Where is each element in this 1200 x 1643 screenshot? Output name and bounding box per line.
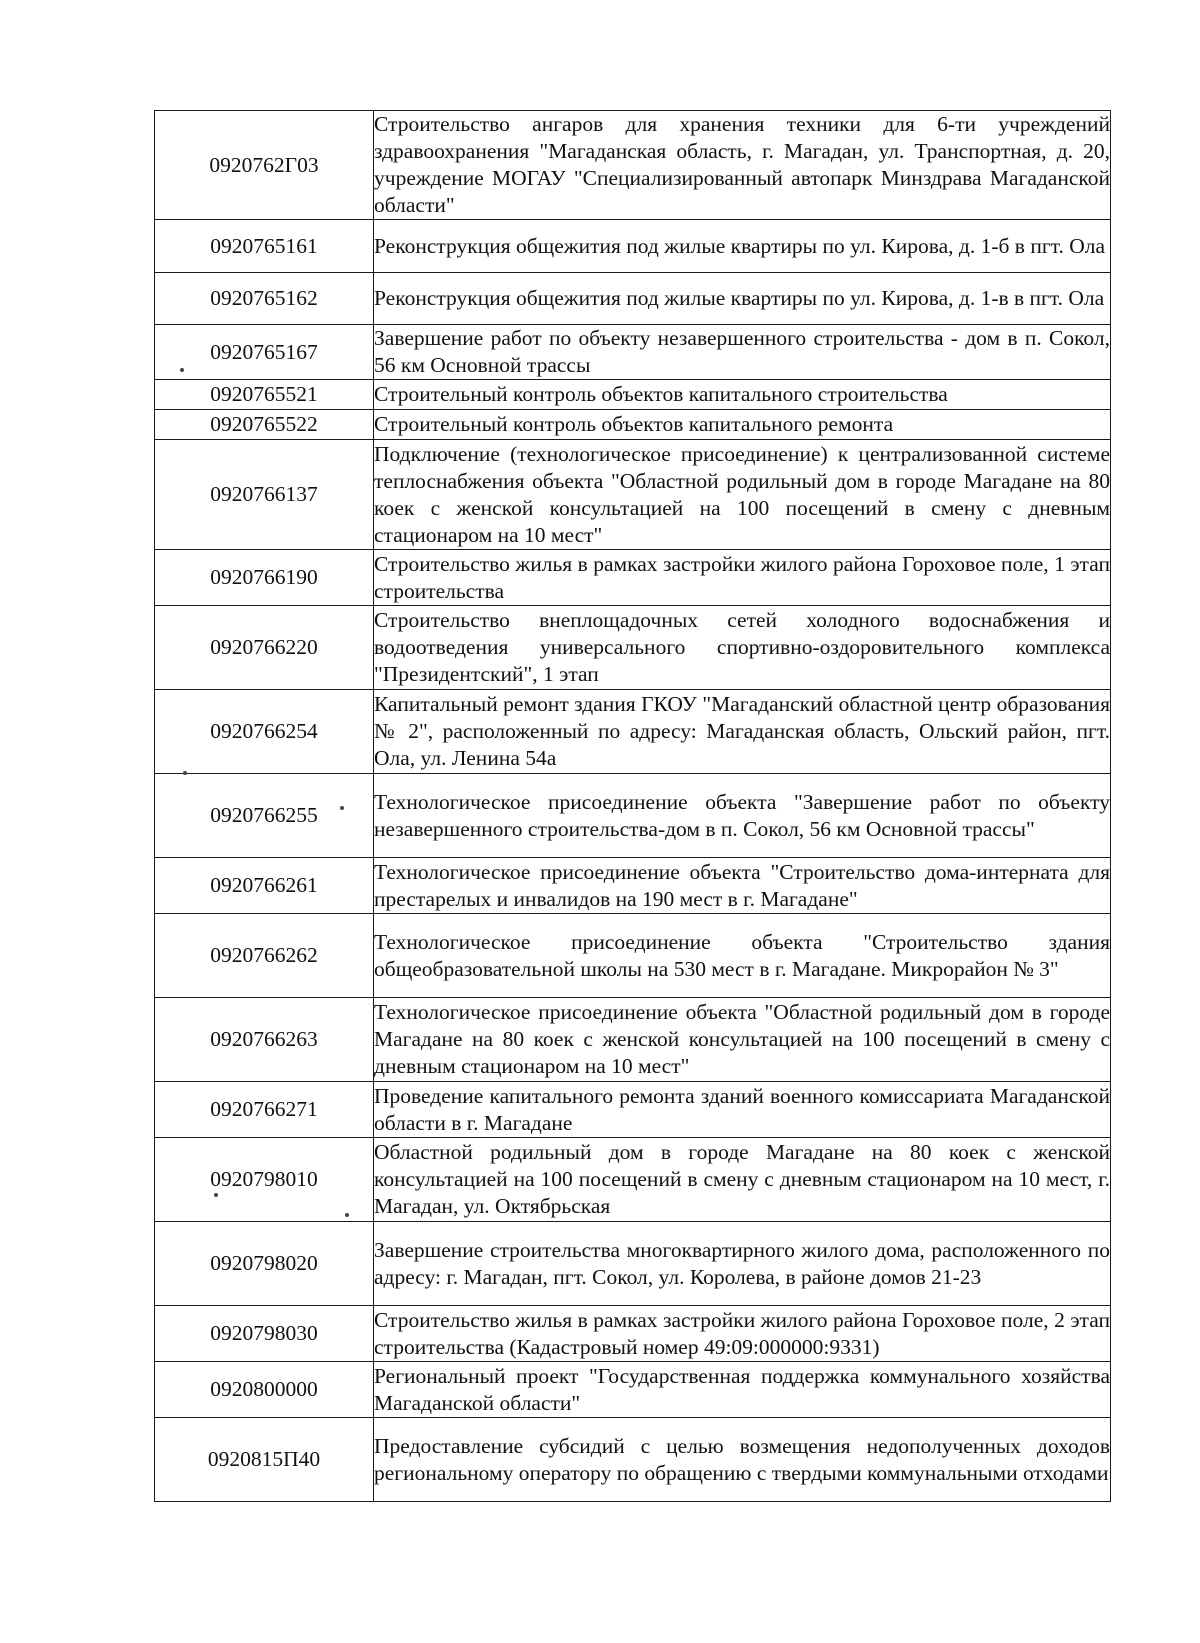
row-description: Технологическое присоединение объекта "Строительство дома-интерната для престарелых и инвалидов на 190 мест в г. Магадане" [374,858,1111,914]
row-description: Региональный проект "Государственная поддержка коммунального хозяйства Магаданской области" [374,1362,1111,1418]
row-code: 0920762Г03 [155,111,374,220]
row-description: Технологическое присоединение объекта "Завершение работ по объекту незавершенного строительства-дом в п. Сокол, 56 км Основной трассы" [374,774,1111,858]
row-code: 0920766262 [155,914,374,998]
row-description: Строительство внеплощадочных сетей холодного водоснабжения и водоотведения универсального спортивно-оздоровительного комплекса "Президентский", 1 этап [374,606,1111,690]
table-row [155,380,1111,410]
table-row [155,111,1111,220]
table-row [155,220,1111,273]
row-code: 0920766137 [155,440,374,550]
row-code: 0920815П40 [155,1418,374,1502]
row-description: Строительство ангаров для хранения техники для 6-ти учреждений здравоохранения "Магаданская область, г. Магадан, ул. Транспортная, д. 20, учреждение МОГАУ "Специализированный автопарк Минздрава Магаданской области" [374,111,1111,220]
row-code: 0920766261 [155,858,374,914]
row-code: 0920765167 [155,325,374,380]
row-description: Капитальный ремонт здания ГКОУ "Магаданский областной центр образования № 2", расположенный по адресу: Магаданская область, Ольский район, пгт. Ола, ул. Ленина 54а [374,690,1111,774]
row-code: 0920798010 [155,1138,374,1222]
row-description: Реконструкция общежития под жилые квартиры по ул. Кирова, д. 1-в в пгт. Ола [374,273,1111,325]
table-row [155,550,1111,606]
row-description: Строительный контроль объектов капитального строительства [374,380,1111,410]
row-code: 0920765162 [155,273,374,325]
table-row [155,1306,1111,1362]
row-code: 0920766263 [155,998,374,1082]
row-description: Областной родильный дом в городе Магадане на 80 коек с женской консультацией на 100 посещений в смену с дневным стационаром на 10 мест, г. Магадан, ул. Октябрьская [374,1138,1111,1222]
table-row [155,325,1111,380]
row-description: Проведение капитального ремонта зданий военного комиссариата Магаданской области в г. Магадане [374,1082,1111,1138]
row-code: 0920765161 [155,220,374,273]
row-code: 0920766220 [155,606,374,690]
table-row [155,410,1111,440]
row-code: 0920765521 [155,380,374,410]
row-code: 0920798030 [155,1306,374,1362]
row-description: Подключение (технологическое присоединение) к централизованной системе теплоснабжения объекта "Областной родильный дом в городе Магадане на 80 коек с женской консультацией на 100 посещений в смену с дневным стационаром на 10 мест" [374,440,1111,550]
row-description: Строительство жилья в рамках застройки жилого района Гороховое поле, 1 этап строительства [374,550,1111,606]
row-description: Завершение строительства многоквартирного жилого дома, расположенного по адресу: г. Магадан, пгт. Сокол, ул. Королева, в районе домов 21-23 [374,1222,1111,1306]
table-row [155,440,1111,550]
row-code: 0920766271 [155,1082,374,1138]
table-row [155,1362,1111,1418]
row-description: Завершение работ по объекту незавершенного строительства - дом в п. Сокол, 56 км Основной трассы [374,325,1111,380]
scan-speck [345,1213,349,1217]
row-code: 0920765522 [155,410,374,440]
scan-speck [340,806,344,810]
table-row [155,774,1111,858]
table-row [155,1082,1111,1138]
scan-speck [214,1193,218,1197]
table-row [155,273,1111,325]
row-description: Строительный контроль объектов капитального ремонта [374,410,1111,440]
scan-speck [183,771,187,775]
row-code: 0920798020 [155,1222,374,1306]
row-code: 0920766254 [155,690,374,774]
row-code: 0920766190 [155,550,374,606]
table-row [155,1418,1111,1502]
budget-codes-table [154,110,1111,1502]
row-description: Технологическое присоединение объекта "Областной родильный дом в городе Магадане на 80 коек с женской консультацией на 100 посещений в смену с дневным стационаром на 10 мест" [374,998,1111,1082]
table-row [155,690,1111,774]
table-row [155,1222,1111,1306]
row-description: Предоставление субсидий с целью возмещения недополученных доходов региональному оператору по обращению с твердыми коммунальными отходами [374,1418,1111,1502]
table-row [155,1138,1111,1222]
row-description: Реконструкция общежития под жилые квартиры по ул. Кирова, д. 1-б в пгт. Ола [374,220,1111,273]
table-row [155,998,1111,1082]
row-code: 0920766255 [155,774,374,858]
table-row [155,858,1111,914]
scan-speck [180,368,184,372]
table-row [155,914,1111,998]
row-description: Строительство жилья в рамках застройки жилого района Гороховое поле, 2 этап строительства (Кадастровый номер 49:09:000000:9331) [374,1306,1111,1362]
row-description: Технологическое присоединение объекта "Строительство здания общеобразовательной школы на 530 мест в г. Магадане. Микрорайон № 3" [374,914,1111,998]
row-code: 0920800000 [155,1362,374,1418]
table-row [155,606,1111,690]
